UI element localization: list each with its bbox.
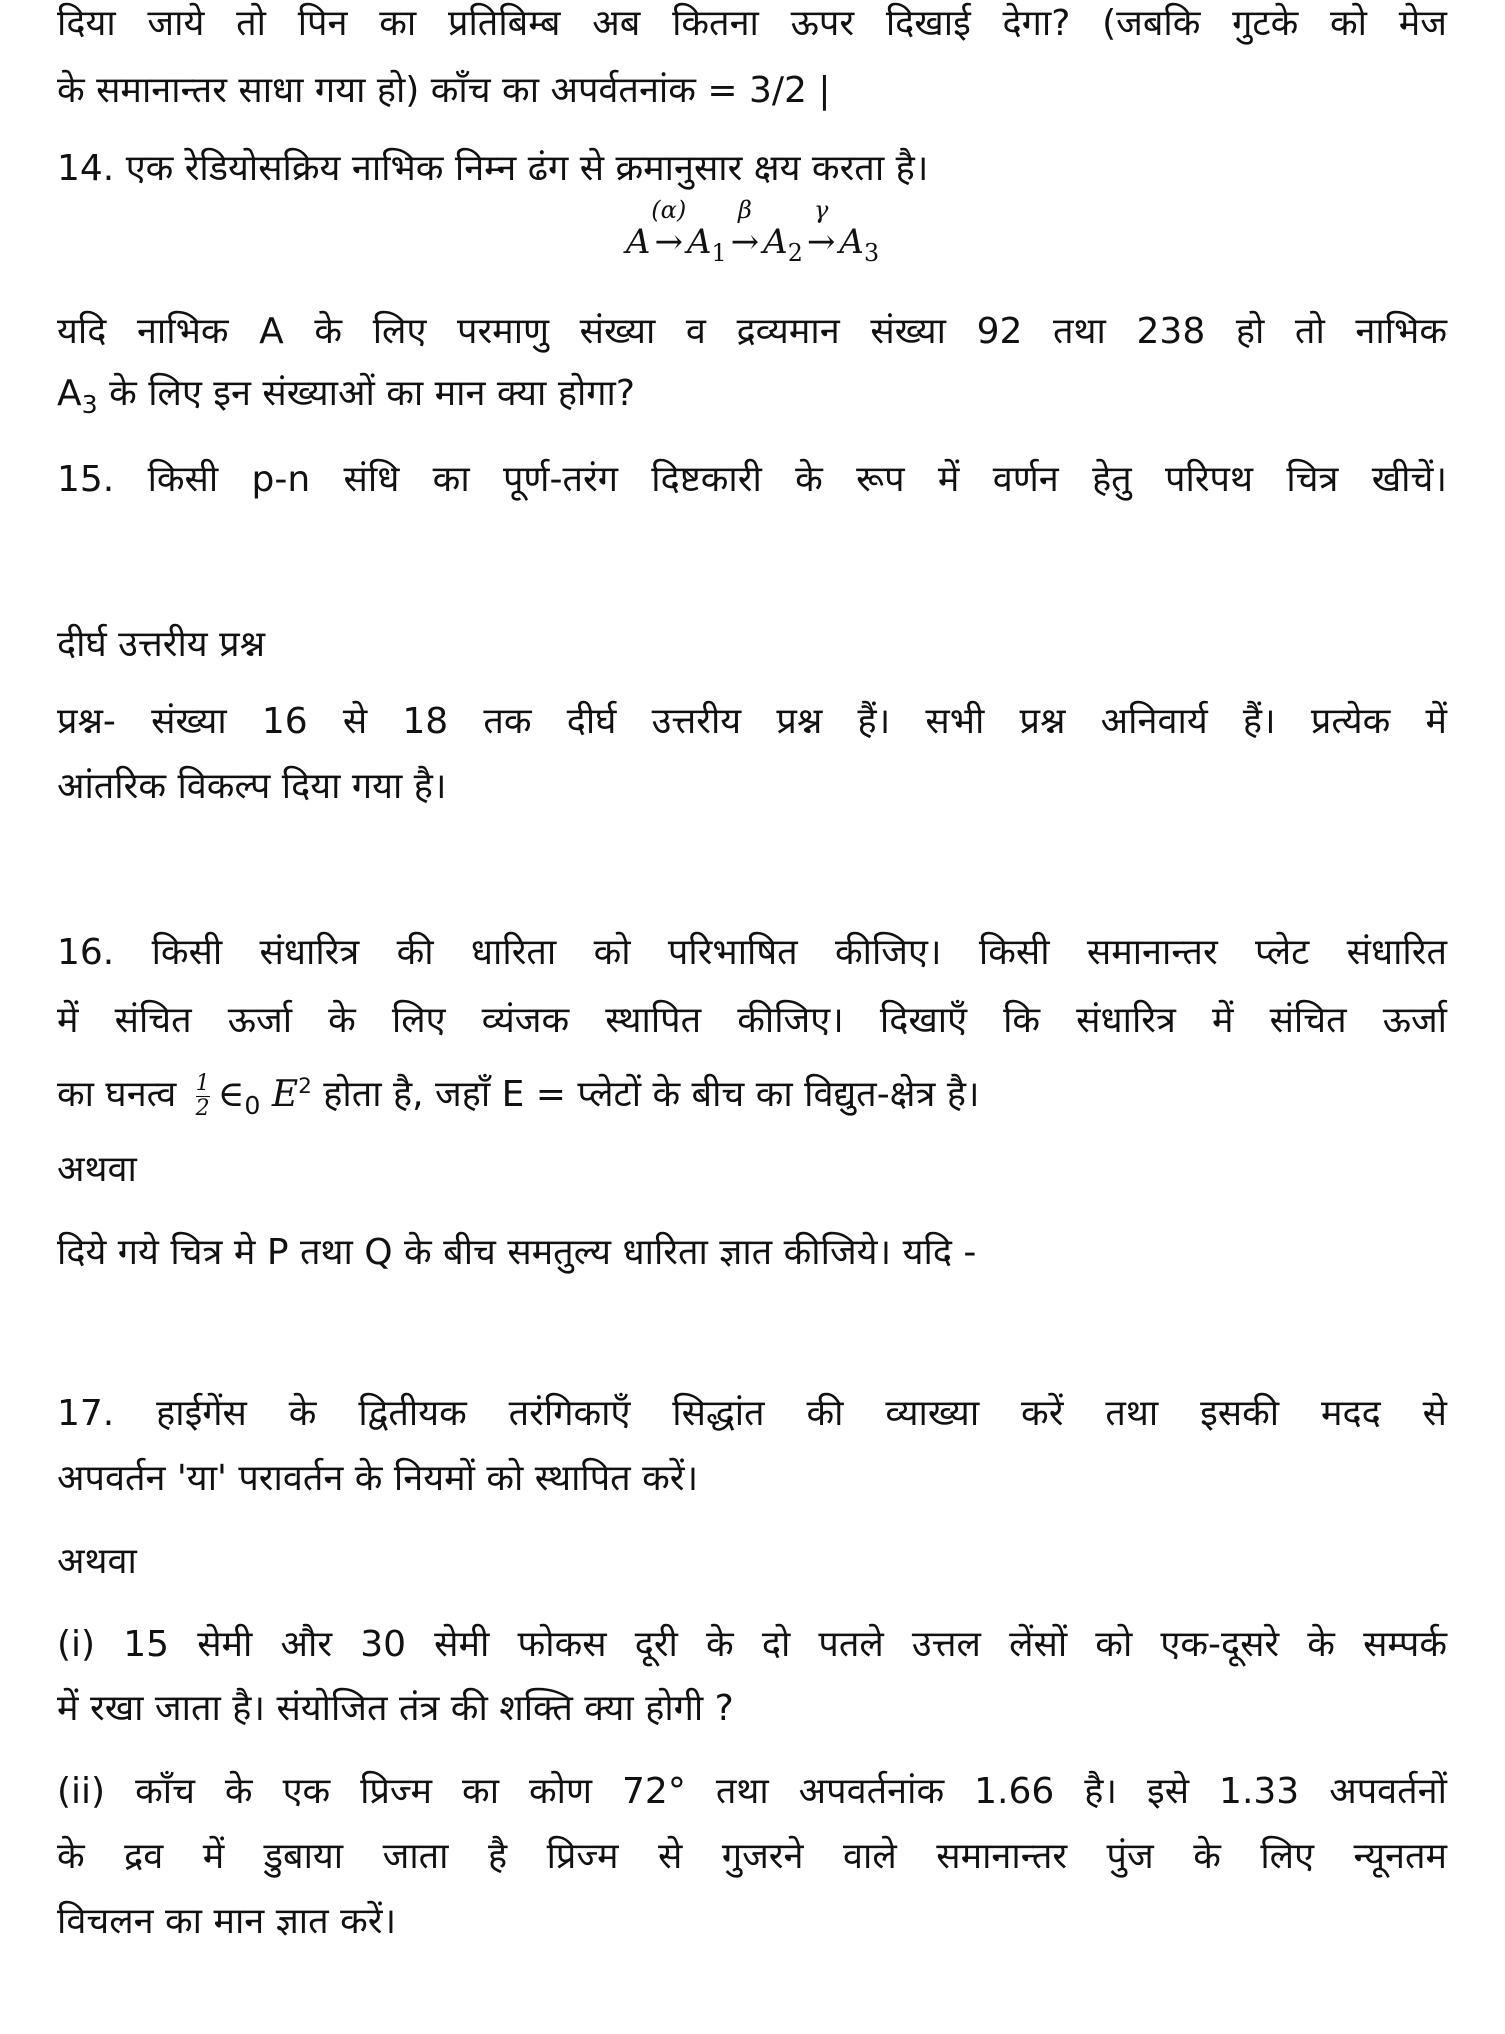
decay-equation: A (α) → $A_1$ β → $A_2$ γ → $A_3$: [625, 196, 880, 267]
q14-line-2: यदि नाभिक A के लिए परमाणु संख्या व द्रव्यमान संख्या 92 तथा 238 हो तो नाभिक: [57, 311, 1447, 352]
instructions-line-2: आंतरिक विकल्प दिया गया है।: [57, 766, 447, 807]
q15-line: 15. किसी p-n संधि का पूर्ण-तरंग दिष्टकारी के रूप में वर्णन हेतु परिपथ चित्र खीचें।: [57, 459, 1447, 500]
q17-part-ii-line-1: (ii) काँच के एक प्रिज्म का कोण 72° तथा अपवर्तनांक 1.66 है। इसे 1.33 अपवर्तनों: [57, 1771, 1447, 1812]
q16-alternative: दिये गये चित्र मे P तथा Q के बीच समतुल्य धारिता ज्ञात कीजिये। यदि -: [57, 1232, 977, 1273]
gamma-arrow: γ →: [806, 196, 836, 262]
q17-part-i-line-1: (i) 15 सेमी और 30 सेमी फोकस दूरी के दो पतले उत्तल लेंसों को एक-दूसरे के सम्पर्क: [57, 1624, 1447, 1665]
nucleus-a: A: [625, 222, 651, 262]
alpha-arrow: (α) →: [651, 196, 687, 262]
q16-line-1: 16. किसी संधारित्र की धारिता को परिभाषित कीजिए। किसी समानान्तर प्लेट संधारित: [57, 932, 1447, 973]
fraction-half: $\frac{1}{2}$: [195, 1070, 210, 1121]
beta-arrow: β →: [730, 196, 760, 262]
q16-line-3: का घनत्व $\frac{1}{2}$ $\in_0$ $E^2$ होता है, जहाँ E = प्लेटों के बीच का विद्युत-क्षेत्र है।: [57, 1070, 980, 1121]
q13-continuation-line-1: दिया जाये तो पिन का प्रतिबिम्ब अब कितना ऊपर दिखाई देगा? (जबकि गुटके को मेज: [57, 3, 1447, 44]
q14-line-1: 14. एक रेडियोसक्रिय नाभिक निम्न ढंग से क्रमानुसार क्षय करता है।: [57, 148, 929, 189]
q17-part-ii-line-2: के द्रव में डुबाया जाता है प्रिज्म से गुजरने वाले समानान्तर पुंज के लिए न्यूनतम: [57, 1836, 1447, 1877]
q17-line-1: 17. हाईगेंस के द्वितीयक तरंगिकाएँ सिद्धांत की व्याख्या करें तथा इसकी मदद से: [57, 1393, 1447, 1434]
alpha-label: (α): [651, 196, 687, 224]
q16-or-label: अथवा: [57, 1149, 137, 1190]
q14-line-3: $A_3$ के लिए इन संख्याओं का मान क्या होगा?: [57, 373, 635, 420]
section-heading: दीर्घ उत्तरीय प्रश्न: [57, 624, 266, 665]
q17-part-ii-line-3: विचलन का मान ज्ञात करें।: [57, 1901, 397, 1942]
nucleus-a1: A: [686, 222, 712, 262]
q16-line-2: में संचित ऊर्जा के लिए व्यंजक स्थापित कीजिए। दिखाएँ कि संधारित्र में संचित ऊर्जा: [57, 1000, 1447, 1041]
gamma-label: γ: [813, 196, 829, 224]
instructions-line-1: प्रश्न- संख्या 16 से 18 तक दीर्घ उत्तरीय प्रश्न हैं। सभी प्रश्न अनिवार्य हैं। प्रत्येक में: [57, 701, 1447, 742]
beta-label: β: [737, 196, 752, 224]
q17-part-i-line-2: में रखा जाता है। संयोजित तंत्र की शक्ति क्या होगी ?: [57, 1688, 734, 1729]
q17-line-2: अपवर्तन 'या' परावर्तन के नियमों को स्थापित करें।: [57, 1458, 699, 1499]
q17-or-label: अथवा: [57, 1541, 137, 1582]
q13-continuation-line-2: के समानान्तर साधा गया हो) काँच का अपर्वतनांक = 3/2 |: [57, 70, 831, 111]
nucleus-a3: A: [839, 222, 864, 262]
nucleus-a2: A: [763, 222, 788, 262]
